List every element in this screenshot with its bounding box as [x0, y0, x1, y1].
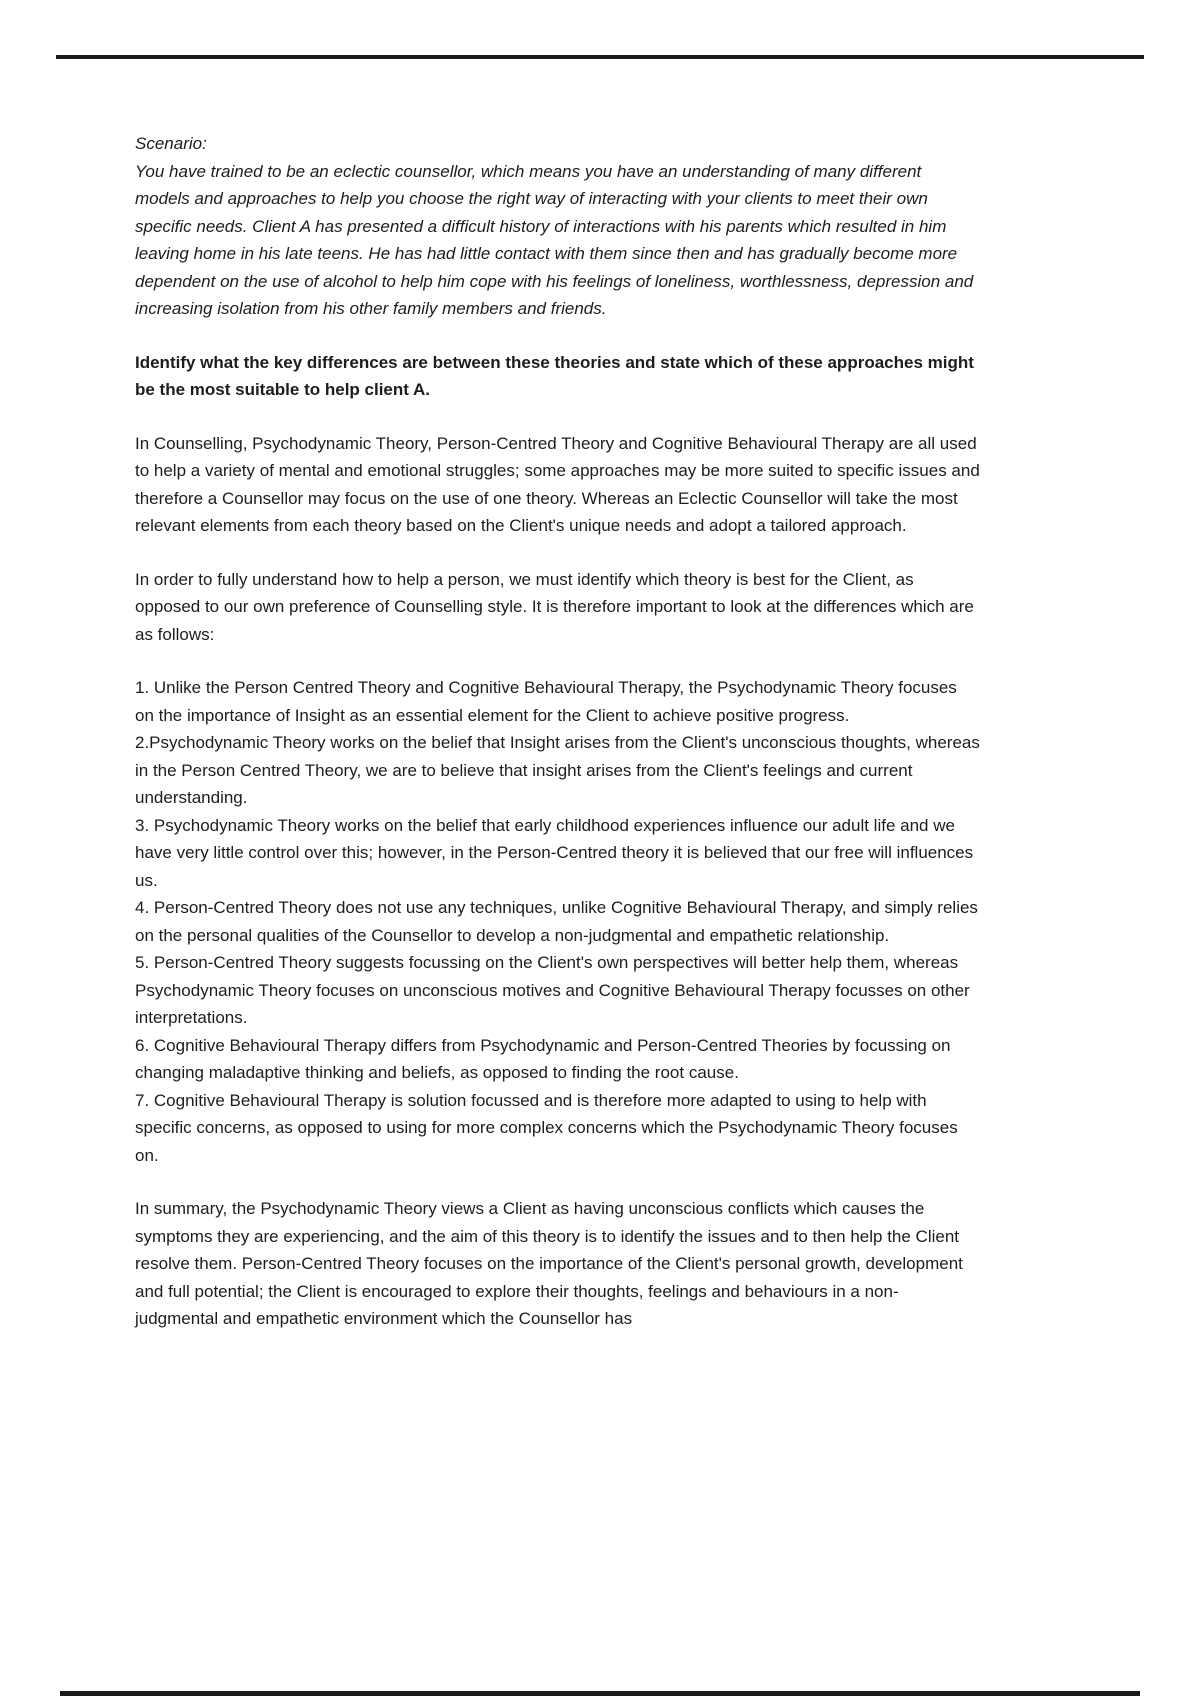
list-item-2: 2.Psychodynamic Theory works on the belief that Insight arises from the Client's unconscious thoughts, whereas in the Person Centred Theory, we are to believe that insight arises from the Client's feelings and current understanding.	[135, 733, 980, 807]
list-item-3: 3. Psychodynamic Theory works on the belief that early childhood experiences influence our adult life and we have very little control over this; however, in the Person-Centred theory it is believed that our free will influences us.	[135, 815, 974, 890]
list-item-1: 1. Unlike the Person Centred Theory and Cognitive Behavioural Therapy, the Psychodynamic Theory focuses on the importance of Insight as an essential element for the Client to achieve positive progress.	[135, 678, 957, 725]
list-item-4: 4. Person-Centred Theory does not use any techniques, unlike Cognitive Behavioural Therapy, and simply relies on the personal qualities of the Counsellor to develop a non-judgmental and empathetic relationship.	[135, 898, 978, 945]
paragraph-identify-theory: In order to fully understand how to help a person, we must identify which theory is best for the Client, as opposed to our own preference of Counselling style. It is therefore important to look at the differences which are as follows:	[135, 569, 974, 644]
list-item-7: 7. Cognitive Behavioural Therapy is solution focussed and is therefore more adapted to using to help with specific concerns, as opposed to using for more complex concerns which the Psychodynamic Theory focuses on.	[135, 1090, 958, 1165]
scenario-block	[135, 130, 980, 323]
top-border-line	[56, 55, 1144, 59]
list-item-5: 5. Person-Centred Theory suggests focussing on the Client's own perspectives will better help them, whereas Psychodynamic Theory focuses on unconscious motives and Cognitive Behavioural Therapy focusses on other interpretations.	[135, 953, 970, 1027]
bottom-border-line	[60, 1691, 1140, 1696]
paragraph-theories-overview: In Counselling, Psychodynamic Theory, Person-Centred Theory and Cognitive Behavioural Therapy are all used to help a variety of mental and emotional struggles; some approaches may be more suited to specific issues and therefore a Counsellor may focus on the use of one theory. Whereas an Eclectic Counsellor will take the most relevant elements from each theory based on the Client's unique needs and adopt a tailored approach.	[135, 433, 980, 535]
paragraph-summary: In summary, the Psychodynamic Theory views a Client as having unconscious conflicts which causes the symptoms they are experiencing, and the aim of this theory is to identify the issues and to then help the Client resolve them. Person-Centred Theory focuses on the importance of the Client's personal growth, development and full potential; the Client is encouraged to explore their thoughts, feelings and behaviours in a non-judgmental and empathetic environment which the Counsellor has	[135, 1199, 963, 1328]
document-body	[135, 130, 980, 1359]
question-heading: Identify what the key differences are between these theories and state which of these approaches might be the most suitable to help client A.	[135, 352, 974, 399]
differences-list	[135, 674, 980, 1169]
scenario-text: You have trained to be an eclectic counsellor, which means you have an understanding of many different models and approaches to help you choose the right way of interacting with your clients to meet their own specific needs. Client A has presented a difficult history of interactions with his parents which resulted in him leaving home in his late teens. He has had little contact with them since then and has gradually become more dependent on the use of alcohol to help him cope with his feelings of loneliness, worthlessness, depression and increasing isolation from his other family members and friends.	[135, 161, 974, 318]
scenario-label: Scenario:	[135, 134, 207, 153]
list-item-6: 6. Cognitive Behavioural Therapy differs from Psychodynamic and Person-Centred Theories by focussing on changing maladaptive thinking and beliefs, as opposed to finding the root cause.	[135, 1035, 951, 1082]
